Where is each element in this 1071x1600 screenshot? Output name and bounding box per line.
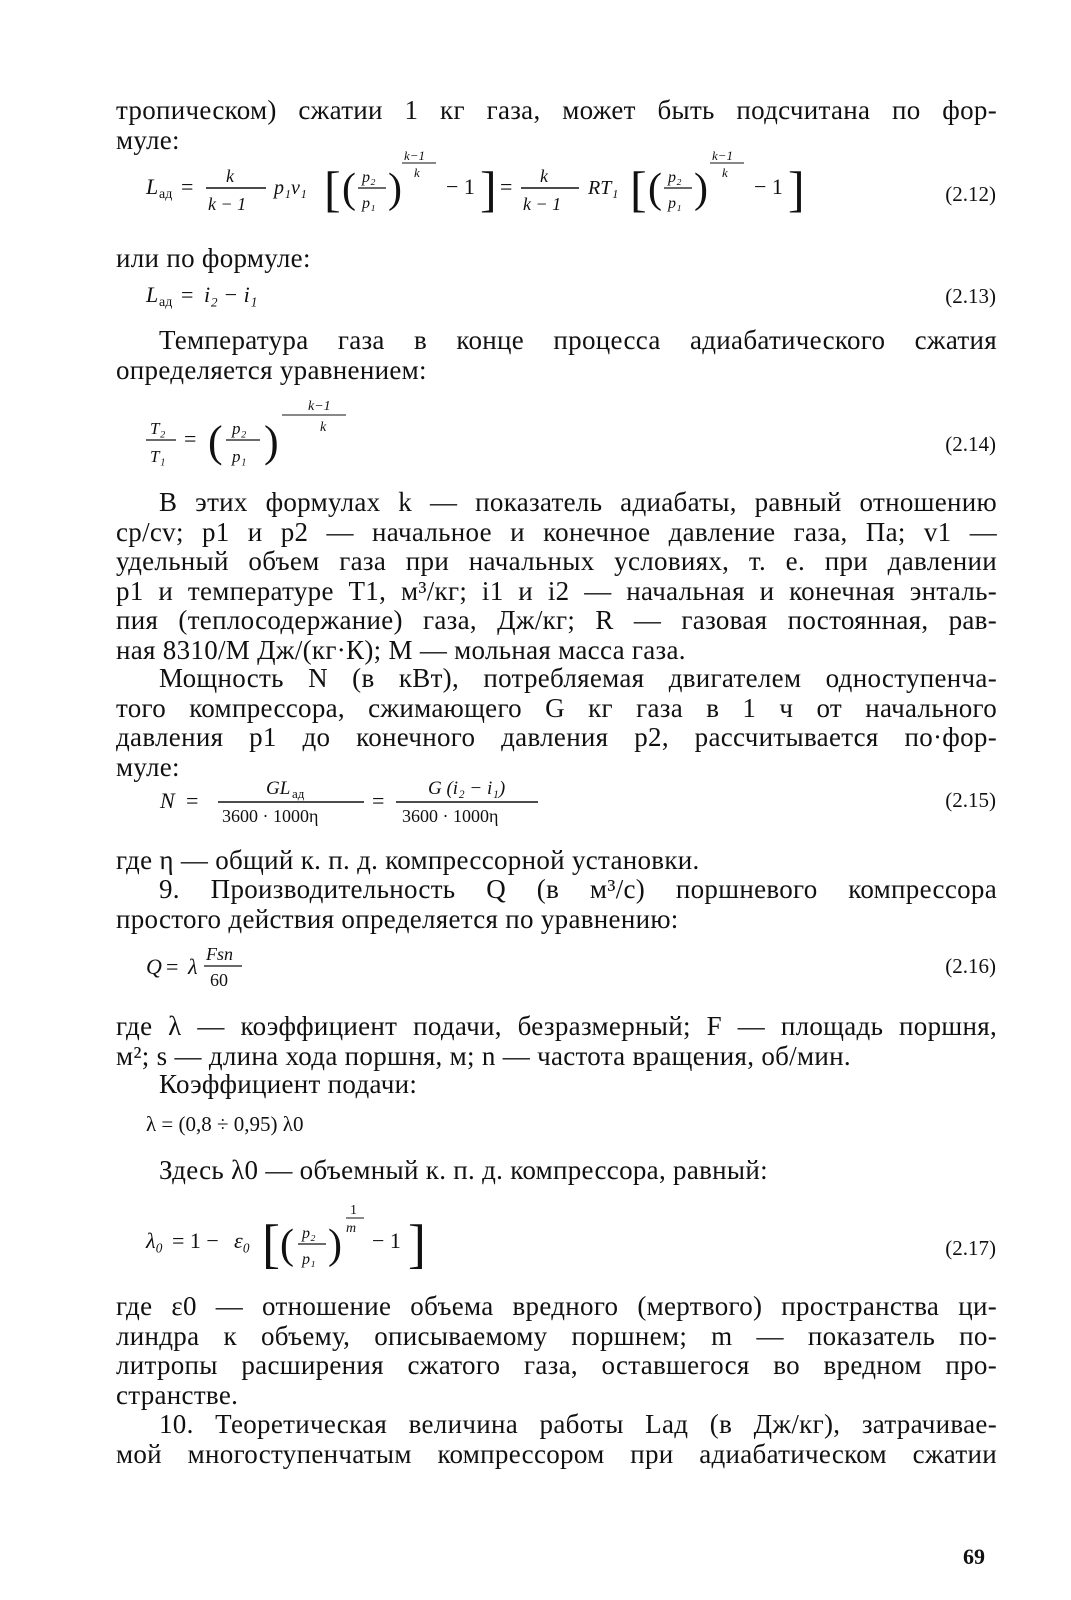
svg-text:p₁: p₁ xyxy=(362,195,376,212)
equation-number: (2.17) xyxy=(945,1236,996,1260)
svg-text:p₂: p₂ xyxy=(362,169,376,186)
equation-2-15-svg xyxy=(146,774,996,836)
svg-text:k−1: k−1 xyxy=(404,148,426,163)
svg-text:ад: ад xyxy=(159,295,173,310)
paragraph-lambda-def xyxy=(116,1012,997,1071)
svg-text:60: 60 xyxy=(210,970,228,990)
equation-number: (2.15) xyxy=(945,788,996,812)
svg-text:T₁: T₁ xyxy=(150,447,166,466)
text-line: давления p1 до конечного давления p2, рассчитывается по·фор- xyxy=(116,722,997,752)
paragraph-intro xyxy=(116,96,997,155)
paragraph-multistage xyxy=(116,1410,997,1469)
svg-text:(: ( xyxy=(208,417,223,466)
text-line: того компрессора, сжимающего G кг газа в 1 ч от начального xyxy=(116,692,997,723)
text-line: муле: xyxy=(116,751,180,782)
svg-text:=: = xyxy=(184,426,197,451)
text-line: где λ — коэффициент подачи, безразмерный; F — площадь поршня, xyxy=(116,1011,997,1041)
svg-text:p₂: p₂ xyxy=(668,169,682,186)
paragraph-temperature xyxy=(116,326,997,385)
text-line: м²; s — длина хода поршня, м; n — частота вращения, об/мин. xyxy=(116,1040,851,1071)
svg-text:]: ] xyxy=(788,161,805,217)
svg-text:=: = xyxy=(181,174,194,199)
svg-text:[: [ xyxy=(324,161,341,217)
equation-2-13 xyxy=(146,278,996,312)
svg-text:=: = xyxy=(500,174,513,199)
svg-text:p₂: p₂ xyxy=(302,1225,316,1242)
svg-text:=: = xyxy=(166,954,179,979)
equation-2-17-svg xyxy=(146,1204,996,1284)
text-line: cp/cv; p1 и p2 — начальное и конечное давление газа, Па; v1 — xyxy=(116,516,997,547)
svg-text:): ) xyxy=(694,166,708,212)
svg-text:[: [ xyxy=(630,161,647,217)
svg-text:p₂: p₂ xyxy=(232,419,247,438)
text-line: определяется уравнением: xyxy=(116,354,427,385)
svg-text:λ: λ xyxy=(188,954,198,979)
paragraph-eta xyxy=(116,846,997,876)
svg-text:(: ( xyxy=(280,1222,294,1268)
svg-text:G (i₂ − i₁): G (i₂ − i₁) xyxy=(428,778,506,799)
text-line: литропы расширения сжатого газа, оставшегося во вредном про- xyxy=(116,1350,997,1380)
svg-text:L: L xyxy=(146,282,159,307)
text-line: где ε0 — отношение объема вредного (мертвого) пространства ци- xyxy=(116,1291,997,1321)
text-line: муле: xyxy=(116,124,180,155)
equation-number: (2.16) xyxy=(945,954,996,978)
equation-2-13-svg xyxy=(146,278,996,312)
svg-text:3600 · 1000η: 3600 · 1000η xyxy=(222,806,319,826)
text-line: p1 и температуре T1, м³/кг; i1 и i2 — начальная и конечная энталь- xyxy=(116,575,997,606)
svg-text:p₁v₁: p₁v₁ xyxy=(274,177,307,199)
svg-text:k−1: k−1 xyxy=(308,399,331,414)
svg-text:− 1: − 1 xyxy=(754,174,783,199)
text-line: пия (теплосодержание) газа, Дж/кг; R — газовая постоянная, рав- xyxy=(116,605,997,635)
text-line: мой многоступенчатым компрессором при адиабатическом сжатии xyxy=(116,1438,997,1469)
text-line: или по формуле: xyxy=(116,243,311,273)
svg-text:k − 1: k − 1 xyxy=(523,194,562,214)
svg-text:k: k xyxy=(320,420,327,435)
svg-text:L: L xyxy=(146,174,159,199)
svg-text:p₁: p₁ xyxy=(232,447,247,466)
svg-text:): ) xyxy=(388,166,402,212)
equation-text: λ = (0,8 ÷ 0,95) λ0 xyxy=(146,1112,304,1136)
equation-number: (2.13) xyxy=(945,284,996,308)
svg-text:): ) xyxy=(328,1222,342,1268)
svg-text:T₂: T₂ xyxy=(150,419,166,438)
svg-text:k: k xyxy=(414,165,420,180)
svg-text:i₂ − i₁: i₂ − i₁ xyxy=(204,282,258,307)
svg-text:(: ( xyxy=(648,166,662,212)
svg-text:λ₀: λ₀ xyxy=(146,1228,164,1253)
svg-text:=: = xyxy=(181,282,194,307)
svg-text:p₁: p₁ xyxy=(668,195,682,212)
svg-text:− 1: − 1 xyxy=(446,174,475,199)
svg-text:Q: Q xyxy=(146,954,162,979)
svg-text:]: ] xyxy=(408,1214,426,1274)
text-line: Здесь λ0 — объемный к. п. д. компрессора, равный: xyxy=(159,1155,768,1185)
equation-2-12-svg xyxy=(146,150,996,230)
svg-text:=: = xyxy=(372,788,385,813)
text-line: Мощность N (в кВт), потребляемая двигателем одноступенча- xyxy=(159,663,997,693)
svg-text:ад: ад xyxy=(159,187,173,202)
text-line: Температура газа в конце процесса адиабатического сжатия xyxy=(159,325,997,355)
svg-text:Fsn: Fsn xyxy=(206,944,233,964)
text-line: странстве. xyxy=(116,1379,239,1410)
text-line: линдра к объему, описываемому поршнем; m — показатель по- xyxy=(116,1320,997,1351)
svg-text:RT₁: RT₁ xyxy=(588,177,619,199)
svg-text:p₁: p₁ xyxy=(302,1251,316,1268)
text-line: 10. Теоретическая величина работы Lад (в Дж/кг), затрачивае- xyxy=(159,1409,997,1439)
svg-text:k: k xyxy=(722,165,728,180)
text-line: ная 8310/M Дж/(кг·К); M — мольная масса газа. xyxy=(116,634,686,665)
svg-text:ε₀: ε₀ xyxy=(234,1228,251,1253)
equation-2-12 xyxy=(146,150,996,230)
paragraph-coef xyxy=(116,1070,997,1100)
text-line: простого действия определяется по уравнению: xyxy=(116,903,679,934)
svg-text:]: ] xyxy=(480,161,497,217)
page-number: 69 xyxy=(963,1544,985,1569)
svg-text:(: ( xyxy=(342,166,356,212)
equation-2-16 xyxy=(146,938,996,998)
svg-text:ад: ад xyxy=(292,786,305,801)
svg-text:3600 · 1000η: 3600 · 1000η xyxy=(402,806,499,826)
paragraph-epsilon xyxy=(116,1292,997,1410)
svg-text:=: = xyxy=(186,788,199,813)
paragraph-definitions xyxy=(116,488,997,665)
text-line: В этих формулах k — показатель адиабаты, равный отношению xyxy=(159,487,997,517)
equation-number: (2.12) xyxy=(945,182,996,206)
text-line: удельный объем газа при начальных условиях, т. е. при давлении xyxy=(116,546,997,576)
equation-2-14-svg xyxy=(146,398,996,478)
svg-text:− 1: − 1 xyxy=(372,1228,401,1253)
svg-text:= 1 −: = 1 − xyxy=(172,1228,219,1253)
equation-2-16-svg xyxy=(146,938,996,998)
svg-text:k−1: k−1 xyxy=(712,148,734,163)
svg-text:): ) xyxy=(264,417,279,466)
svg-text:k: k xyxy=(540,166,548,186)
paragraph-or-formula xyxy=(116,244,997,274)
equation-number: (2.14) xyxy=(945,432,996,456)
equation-2-15 xyxy=(146,774,996,836)
svg-text:[: [ xyxy=(262,1214,280,1274)
text-line: 9. Производительность Q (в м³/с) поршневого компрессора xyxy=(159,874,997,904)
equation-2-14 xyxy=(146,398,996,478)
svg-text:1: 1 xyxy=(350,1203,357,1218)
text-line: тропическом) сжатии 1 кг газа, может быть подсчитана по фор- xyxy=(116,95,997,125)
paragraph-lambda0 xyxy=(116,1156,997,1186)
equation-lambda-range xyxy=(146,1108,996,1142)
text-line: где η — общий к. п. д. компрессорной установки. xyxy=(116,845,700,875)
svg-text:m: m xyxy=(346,1221,357,1236)
equation-2-17 xyxy=(146,1204,996,1284)
svg-text:GL: GL xyxy=(266,778,291,799)
text-line: Коэффициент подачи: xyxy=(159,1069,418,1099)
svg-text:k − 1: k − 1 xyxy=(208,194,247,214)
svg-text:N: N xyxy=(160,788,175,813)
svg-text:k: k xyxy=(226,166,234,186)
paragraph-power xyxy=(116,664,997,782)
paragraph-productivity xyxy=(116,875,997,934)
